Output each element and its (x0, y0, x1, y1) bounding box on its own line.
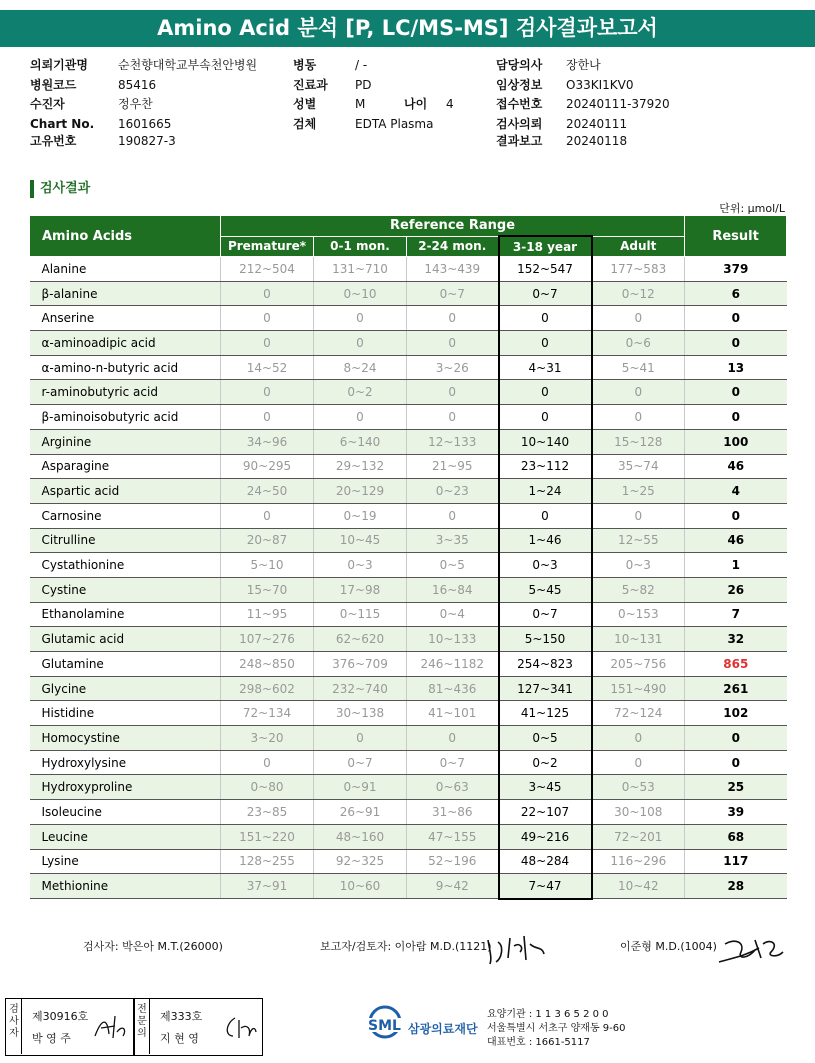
table-row (30, 577, 787, 602)
cell-pre: 3~20 (221, 726, 314, 751)
cell-y318: 3~45 (499, 775, 592, 800)
cell-m01: 48~160 (314, 824, 407, 849)
cell-adult: 0~12 (592, 281, 685, 306)
cell-m224: 246~1182 (407, 652, 499, 677)
cell-adult: 1~25 (592, 479, 685, 504)
reporter-signature (484, 928, 552, 968)
cell-adult: 205~756 (592, 652, 685, 677)
unique-value: 190827-3 (118, 134, 176, 148)
cell-pre: 11~95 (221, 602, 314, 627)
license-1-number: 제30916호 (32, 1010, 89, 1023)
cell-y318: 0 (499, 405, 592, 430)
ward-value: / - (355, 58, 368, 72)
cell-y318: 0~2 (499, 750, 592, 775)
cell-result: 46 (685, 528, 787, 553)
table-row (30, 528, 787, 553)
receipt-label: 접수번호 (496, 97, 543, 111)
cell-m01: 20~129 (314, 479, 407, 504)
table-row (30, 281, 787, 306)
institution-label: 의뢰기관명 (30, 58, 88, 72)
patient-label: 수진자 (30, 97, 65, 111)
cell-adult: 0~3 (592, 553, 685, 578)
cell-y318: 0~5 (499, 726, 592, 751)
clinical-value: O33KI1KV0 (566, 78, 634, 92)
cell-adult: 72~124 (592, 701, 685, 726)
cell-pre: 107~276 (221, 627, 314, 652)
cell-adult: 0~153 (592, 602, 685, 627)
cell-m224: 47~155 (407, 824, 499, 849)
cell-name: Citrulline (30, 528, 221, 553)
cell-y318: 0~7 (499, 602, 592, 627)
cell-pre: 5~10 (221, 553, 314, 578)
cell-result: 46 (685, 454, 787, 479)
cell-y318: 0 (499, 380, 592, 405)
cell-m01: 0 (314, 726, 407, 751)
cell-m01: 131~710 (314, 257, 407, 282)
doctor-label: 담당의사 (496, 58, 543, 72)
col-2-24-mon: 2-24 mon. (407, 236, 499, 257)
cell-pre: 0 (221, 281, 314, 306)
cell-result: 865 (685, 652, 787, 677)
table-row (30, 824, 787, 849)
director-signature (715, 928, 787, 970)
report-value: 20240118 (566, 134, 628, 148)
cell-y318: 10~140 (499, 429, 592, 454)
receipt-value: 20240111-37920 (566, 97, 670, 111)
table-row (30, 331, 787, 356)
specimen-label: 검체 (293, 117, 317, 131)
table-row (30, 652, 787, 677)
cell-result: 0 (685, 503, 787, 528)
cell-pre: 0 (221, 380, 314, 405)
cell-name: Cystine (30, 577, 221, 602)
cell-m01: 92~325 (314, 849, 407, 874)
cell-adult: 0 (592, 380, 685, 405)
cell-name: Isoleucine (30, 800, 221, 825)
cell-adult: 0~6 (592, 331, 685, 356)
doctor-value: 장한나 (566, 58, 601, 72)
cell-pre: 20~87 (221, 528, 314, 553)
cell-name: Carnosine (30, 503, 221, 528)
section-title: 검사결과 (30, 180, 90, 198)
col-result: Result (685, 216, 787, 257)
cell-m01: 6~140 (314, 429, 407, 454)
age-label: 나이 (404, 97, 428, 111)
cell-name: Hydroxyproline (30, 775, 221, 800)
cell-pre: 90~295 (221, 454, 314, 479)
cell-result: 0 (685, 750, 787, 775)
org-address: 서울특별시 서초구 양재동 9-60 (487, 1023, 626, 1034)
cell-m224: 41~101 (407, 701, 499, 726)
cell-pre: 34~96 (221, 429, 314, 454)
cell-pre: 0 (221, 405, 314, 430)
cell-result: 261 (685, 676, 787, 701)
cell-result: 0 (685, 405, 787, 430)
reporter-signer: 보고자/검토자: 이아람 M.D.(1121) (320, 940, 492, 953)
table-row (30, 355, 787, 380)
table-row (30, 454, 787, 479)
cell-name: Glycine (30, 676, 221, 701)
cell-m01: 29~132 (314, 454, 407, 479)
cell-name: α-amino-n-butyric acid (30, 355, 221, 380)
cell-y318: 0 (499, 503, 592, 528)
cell-y318: 48~284 (499, 849, 592, 874)
tester-signer: 검사자: 박은아 M.T.(26000) (83, 940, 223, 953)
results-table (29, 215, 787, 900)
cell-m01: 30~138 (314, 701, 407, 726)
table-row (30, 405, 787, 430)
table-row (30, 849, 787, 874)
license-2-role: 전문의 (137, 1004, 147, 1039)
cell-result: 0 (685, 331, 787, 356)
cell-m224: 0~7 (407, 281, 499, 306)
cell-m224: 0~7 (407, 750, 499, 775)
cell-adult: 0 (592, 306, 685, 331)
table-row (30, 503, 787, 528)
table-row (30, 627, 787, 652)
cell-name: Histidine (30, 701, 221, 726)
license-1-role: 검사자 (9, 1004, 19, 1039)
cell-result: 102 (685, 701, 787, 726)
cell-name: Ethanolamine (30, 602, 221, 627)
cell-name: Aspartic acid (30, 479, 221, 504)
cell-m224: 0~5 (407, 553, 499, 578)
cell-pre: 23~85 (221, 800, 314, 825)
unique-label: 고유번호 (30, 134, 77, 148)
table-row (30, 380, 787, 405)
table-row (30, 800, 787, 825)
cell-m224: 0 (407, 726, 499, 751)
sml-logo-text: SML (368, 1018, 401, 1034)
cell-y318: 5~45 (499, 577, 592, 602)
cell-m01: 0~3 (314, 553, 407, 578)
table-row (30, 479, 787, 504)
table-row (30, 306, 787, 331)
cell-m01: 0~91 (314, 775, 407, 800)
cell-name: β-alanine (30, 281, 221, 306)
cell-adult: 15~128 (592, 429, 685, 454)
cell-name: r-aminobutyric acid (30, 380, 221, 405)
cell-y318: 0 (499, 306, 592, 331)
cell-adult: 5~41 (592, 355, 685, 380)
cell-m224: 12~133 (407, 429, 499, 454)
unit-label: 단위: µmol/L (719, 202, 785, 215)
cell-m224: 3~26 (407, 355, 499, 380)
cell-pre: 0~80 (221, 775, 314, 800)
cell-y318: 5~150 (499, 627, 592, 652)
dept-value: PD (355, 78, 372, 92)
cell-result: 26 (685, 577, 787, 602)
table-row (30, 676, 787, 701)
cell-y318: 127~341 (499, 676, 592, 701)
license-1-divider (21, 998, 22, 1054)
cell-y318: 49~216 (499, 824, 592, 849)
col-amino-acids: Amino Acids (30, 216, 221, 257)
director-signer: 이준형 M.D.(1004) (620, 940, 717, 953)
col-3-18-year: 3-18 year (499, 236, 592, 257)
cell-result: 13 (685, 355, 787, 380)
cell-adult: 72~201 (592, 824, 685, 849)
cell-result: 100 (685, 429, 787, 454)
cell-m224: 0~4 (407, 602, 499, 627)
table-row (30, 726, 787, 751)
cell-y318: 4~31 (499, 355, 592, 380)
cell-name: Methionine (30, 874, 221, 899)
chart-value: 1601665 (118, 117, 172, 131)
cell-name: Hydroxylysine (30, 750, 221, 775)
cell-result: 68 (685, 824, 787, 849)
cell-m01: 26~91 (314, 800, 407, 825)
cell-adult: 5~82 (592, 577, 685, 602)
cell-name: Cystathionine (30, 553, 221, 578)
cell-adult: 151~490 (592, 676, 685, 701)
cell-pre: 0 (221, 750, 314, 775)
cell-name: Glutamine (30, 652, 221, 677)
cell-m224: 81~436 (407, 676, 499, 701)
cell-m224: 9~42 (407, 874, 499, 899)
cell-result: 117 (685, 849, 787, 874)
cell-result: 6 (685, 281, 787, 306)
cell-m224: 21~95 (407, 454, 499, 479)
cell-y318: 0 (499, 331, 592, 356)
cell-y318: 254~823 (499, 652, 592, 677)
specimen-value: EDTA Plasma (355, 117, 434, 131)
report-title: Amino Acid 분석 [P, LC/MS-MS] 검사결과보고서 (0, 10, 815, 47)
license-1-signature (93, 1012, 129, 1040)
cell-result: 0 (685, 380, 787, 405)
cell-y318: 152~547 (499, 257, 592, 282)
cell-result: 379 (685, 257, 787, 282)
cell-m224: 0 (407, 405, 499, 430)
cell-name: Leucine (30, 824, 221, 849)
cell-pre: 14~52 (221, 355, 314, 380)
org-code: 요양기관 : 1 1 3 6 5 2 0 0 (487, 1009, 609, 1020)
clinical-label: 임상정보 (496, 78, 543, 92)
cell-adult: 0 (592, 503, 685, 528)
cell-name: Alanine (30, 257, 221, 282)
cell-m01: 8~24 (314, 355, 407, 380)
cell-result: 28 (685, 874, 787, 899)
institution-value: 순천향대학교부속천안병원 (118, 58, 258, 72)
cell-m224: 31~86 (407, 800, 499, 825)
org-name: 삼광의료재단 (408, 1022, 478, 1036)
cell-m224: 0 (407, 503, 499, 528)
col-0-1-mon: 0-1 mon. (314, 236, 407, 257)
cell-result: 4 (685, 479, 787, 504)
ward-label: 병동 (293, 58, 317, 72)
cell-m01: 17~98 (314, 577, 407, 602)
request-value: 20240111 (566, 117, 628, 131)
cell-result: 7 (685, 602, 787, 627)
report-label: 결과보고 (496, 134, 543, 148)
cell-m01: 10~45 (314, 528, 407, 553)
cell-y318: 0~3 (499, 553, 592, 578)
cell-adult: 35~74 (592, 454, 685, 479)
cell-pre: 15~70 (221, 577, 314, 602)
cell-pre: 151~220 (221, 824, 314, 849)
footer (5, 998, 810, 1056)
cell-adult: 116~296 (592, 849, 685, 874)
cell-adult: 12~55 (592, 528, 685, 553)
cell-name: Anserine (30, 306, 221, 331)
hospital-code-label: 병원코드 (30, 78, 77, 92)
org-phone: 대표번호 : 1661-5117 (487, 1037, 590, 1048)
cell-pre: 0 (221, 503, 314, 528)
cell-adult: 0 (592, 726, 685, 751)
cell-name: Lysine (30, 849, 221, 874)
cell-name: α-aminoadipic acid (30, 331, 221, 356)
cell-y318: 22~107 (499, 800, 592, 825)
cell-m01: 0~2 (314, 380, 407, 405)
cell-pre: 0 (221, 331, 314, 356)
table-row (30, 602, 787, 627)
cell-m224: 143~439 (407, 257, 499, 282)
cell-m01: 376~709 (314, 652, 407, 677)
cell-m224: 0 (407, 306, 499, 331)
cell-pre: 24~50 (221, 479, 314, 504)
table-row (30, 874, 787, 899)
cell-name: Asparagine (30, 454, 221, 479)
table-row (30, 553, 787, 578)
col-reference-range: Reference Range (221, 216, 685, 237)
cell-y318: 0~7 (499, 281, 592, 306)
cell-m224: 52~196 (407, 849, 499, 874)
license-2-name: 지 현 영 (160, 1032, 199, 1045)
chart-label: Chart No. (30, 117, 95, 131)
sex-value: M (355, 97, 366, 111)
license-2-number: 제333호 (160, 1010, 203, 1023)
cell-pre: 212~504 (221, 257, 314, 282)
request-label: 검사의뢰 (496, 117, 543, 131)
cell-m01: 10~60 (314, 874, 407, 899)
sex-label: 성별 (293, 97, 317, 111)
cell-adult: 30~108 (592, 800, 685, 825)
cell-y318: 23~112 (499, 454, 592, 479)
cell-m01: 0~19 (314, 503, 407, 528)
cell-m01: 0 (314, 405, 407, 430)
age-value: 4 (446, 97, 454, 111)
cell-m224: 16~84 (407, 577, 499, 602)
hospital-code-value: 85416 (118, 78, 157, 92)
cell-pre: 37~91 (221, 874, 314, 899)
cell-m01: 0~10 (314, 281, 407, 306)
cell-result: 32 (685, 627, 787, 652)
cell-m01: 0 (314, 306, 407, 331)
cell-m01: 0~7 (314, 750, 407, 775)
cell-result: 39 (685, 800, 787, 825)
cell-m01: 0~115 (314, 602, 407, 627)
table-row (30, 701, 787, 726)
cell-name: Glutamic acid (30, 627, 221, 652)
cell-adult: 0 (592, 750, 685, 775)
institution-row (30, 58, 88, 72)
cell-name: Homocystine (30, 726, 221, 751)
cell-name: β-aminoisobutyric acid (30, 405, 221, 430)
license-2-divider (149, 998, 150, 1054)
cell-result: 0 (685, 726, 787, 751)
cell-y318: 7~47 (499, 874, 592, 899)
cell-m224: 0~23 (407, 479, 499, 504)
table-row (30, 257, 787, 282)
cell-y318: 1~46 (499, 528, 592, 553)
patient-value: 정우찬 (118, 97, 153, 111)
table-row (30, 750, 787, 775)
license-1-name: 박 영 주 (32, 1032, 71, 1045)
cell-m01: 232~740 (314, 676, 407, 701)
cell-y318: 1~24 (499, 479, 592, 504)
cell-m01: 62~620 (314, 627, 407, 652)
cell-adult: 10~131 (592, 627, 685, 652)
cell-result: 0 (685, 306, 787, 331)
cell-m224: 0~63 (407, 775, 499, 800)
table-row (30, 775, 787, 800)
cell-adult: 177~583 (592, 257, 685, 282)
cell-m224: 10~133 (407, 627, 499, 652)
cell-pre: 128~255 (221, 849, 314, 874)
cell-m224: 0 (407, 331, 499, 356)
cell-m224: 3~35 (407, 528, 499, 553)
cell-result: 25 (685, 775, 787, 800)
cell-m01: 0 (314, 331, 407, 356)
cell-name: Arginine (30, 429, 221, 454)
cell-y318: 41~125 (499, 701, 592, 726)
cell-pre: 0 (221, 306, 314, 331)
cell-pre: 298~602 (221, 676, 314, 701)
cell-m224: 0 (407, 380, 499, 405)
cell-adult: 10~42 (592, 874, 685, 899)
cell-pre: 248~850 (221, 652, 314, 677)
cell-adult: 0 (592, 405, 685, 430)
results-body (30, 257, 787, 899)
table-row (30, 429, 787, 454)
col-premature: Premature* (221, 236, 314, 257)
cell-result: 1 (685, 553, 787, 578)
col-adult: Adult (592, 236, 685, 257)
license-2-signature (223, 1014, 257, 1040)
cell-adult: 0~53 (592, 775, 685, 800)
dept-label: 진료과 (293, 78, 328, 92)
cell-pre: 72~134 (221, 701, 314, 726)
